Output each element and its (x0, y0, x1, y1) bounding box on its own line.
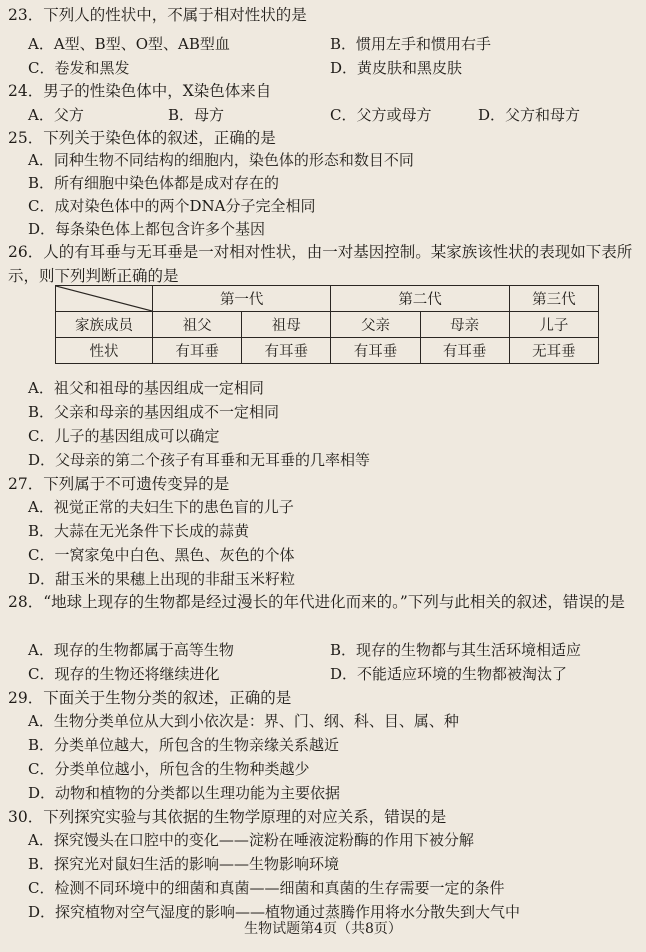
q29-option-c: C．分类单位越小，所包含的生物种类越少 (28, 760, 310, 778)
q26-option-c: C．儿子的基因组成可以确定 (28, 427, 220, 445)
member-father: 父亲 (331, 312, 420, 338)
q28-option-a: A．现存的生物都属于高等生物 (28, 641, 234, 659)
member-grandfather: 祖父 (153, 312, 242, 338)
q28-option-b: B．现存的生物都与其生活环境相适应 (330, 641, 582, 659)
generation-1-header: 第一代 (153, 286, 331, 312)
trait-father: 有耳垂 (331, 338, 420, 364)
q26-option-b: B．父亲和母亲的基因组成不一定相同 (28, 403, 280, 421)
q27-option-d: D．甜玉米的果穗上出现的非甜玉米籽粒 (28, 570, 296, 588)
trait-mother: 有耳垂 (420, 338, 509, 364)
q25-option-a: A．同种生物不同结构的细胞内，染色体的形态和数目不同 (28, 151, 414, 169)
q25-option-d: D．每条染色体上都包含许多个基因 (28, 220, 266, 238)
q30-option-a: A．探究馒头在口腔中的变化——淀粉在唾液淀粉酶的作用下被分解 (28, 831, 474, 849)
q30-option-c: C．检测不同环境中的细菌和真菌——细菌和真菌的生存需要一定的条件 (28, 879, 505, 897)
q27-option-c: C．一窝家兔中白色、黑色、灰色的个体 (28, 546, 295, 564)
q25-option-b: B．所有细胞中染色体都是成对存在的 (28, 174, 280, 192)
q29-option-b: B．分类单位越大，所包含的生物亲缘关系越近 (28, 736, 340, 754)
q30-option-d: D．探究植物对空气湿度的影响——植物通过蒸腾作用将水分散失到大气中 (28, 903, 521, 921)
member-grandmother: 祖母 (242, 312, 331, 338)
q29-option-a: A．生物分类单位从大到小依次是：界、门、纲、科、目、属、种 (28, 712, 459, 730)
q23-option-c: C．卷发和黑发 (28, 59, 130, 77)
family-trait-table (55, 285, 599, 364)
q24-option-a: A．父方 (28, 106, 84, 124)
q27-option-a: A．视觉正常的夫妇生下的患色盲的儿子 (28, 498, 294, 516)
question-26-stem: 26．人的有耳垂与无耳垂是一对相对性状，由一对基因控制。某家族该性状的表现如下表所示，则下列判断正确的是 (8, 243, 633, 285)
q26-option-d: D．父母亲的第二个孩子有耳垂和无耳垂的几率相等 (28, 451, 371, 469)
q30-option-b: B．探究光对鼠妇生活的影响——生物影响环境 (28, 855, 340, 873)
generation-3-header: 第三代 (509, 286, 598, 312)
member-son: 儿子 (509, 312, 598, 338)
question-28-stem: 28．“地球上现存的生物都是经过漫长的年代进化而来的。”下列与此相关的叙述，错误的是 (8, 593, 625, 611)
q29-option-d: D．动物和植物的分类都以生理功能为主要依据 (28, 784, 341, 802)
question-27-stem: 27．下列属于不可遗传变异的是 (8, 475, 230, 493)
question-24-stem: 24．男子的性染色体中，X染色体来自 (8, 82, 272, 100)
q23-option-b: B．惯用左手和惯用右手 (330, 35, 492, 53)
trait-grandmother: 有耳垂 (242, 338, 331, 364)
q24-option-c: C．父方或母方 (330, 106, 432, 124)
q24-option-d: D．父方和母方 (478, 106, 581, 124)
q28-option-d: D．不能适应环境的生物都被淘汰了 (330, 665, 568, 683)
question-29-stem: 29．下面关于生物分类的叙述，正确的是 (8, 689, 292, 707)
table-corner-cell (56, 286, 153, 312)
page-footer: 生物试题第4页（共8页） (244, 921, 402, 937)
q26-option-a: A．祖父和祖母的基因组成一定相同 (28, 379, 264, 397)
trait-grandfather: 有耳垂 (153, 338, 242, 364)
q23-option-a: A．A型、B型、O型、AB型血 (28, 35, 230, 53)
members-row-label: 家族成员 (56, 312, 153, 338)
q28-option-c: C．现存的生物还将继续进化 (28, 665, 220, 683)
q25-option-c: C．成对染色体中的两个DNA分子完全相同 (28, 197, 316, 215)
question-25-stem: 25．下列关于染色体的叙述，正确的是 (8, 129, 276, 147)
corner-diagonal (56, 286, 152, 311)
generation-2-header: 第二代 (331, 286, 509, 312)
q27-option-b: B．大蒜在无光条件下长成的蒜黄 (28, 522, 250, 540)
member-mother: 母亲 (420, 312, 509, 338)
question-23-stem: 23．下列人的性状中，不属于相对性状的是 (8, 6, 307, 24)
q23-option-d: D．黄皮肤和黑皮肤 (330, 59, 463, 77)
question-30-stem: 30．下列探究实验与其依据的生物学原理的对应关系，错误的是 (8, 808, 447, 826)
traits-row-label: 性状 (56, 338, 153, 364)
trait-son: 无耳垂 (509, 338, 598, 364)
q24-option-b: B．母方 (168, 106, 225, 124)
